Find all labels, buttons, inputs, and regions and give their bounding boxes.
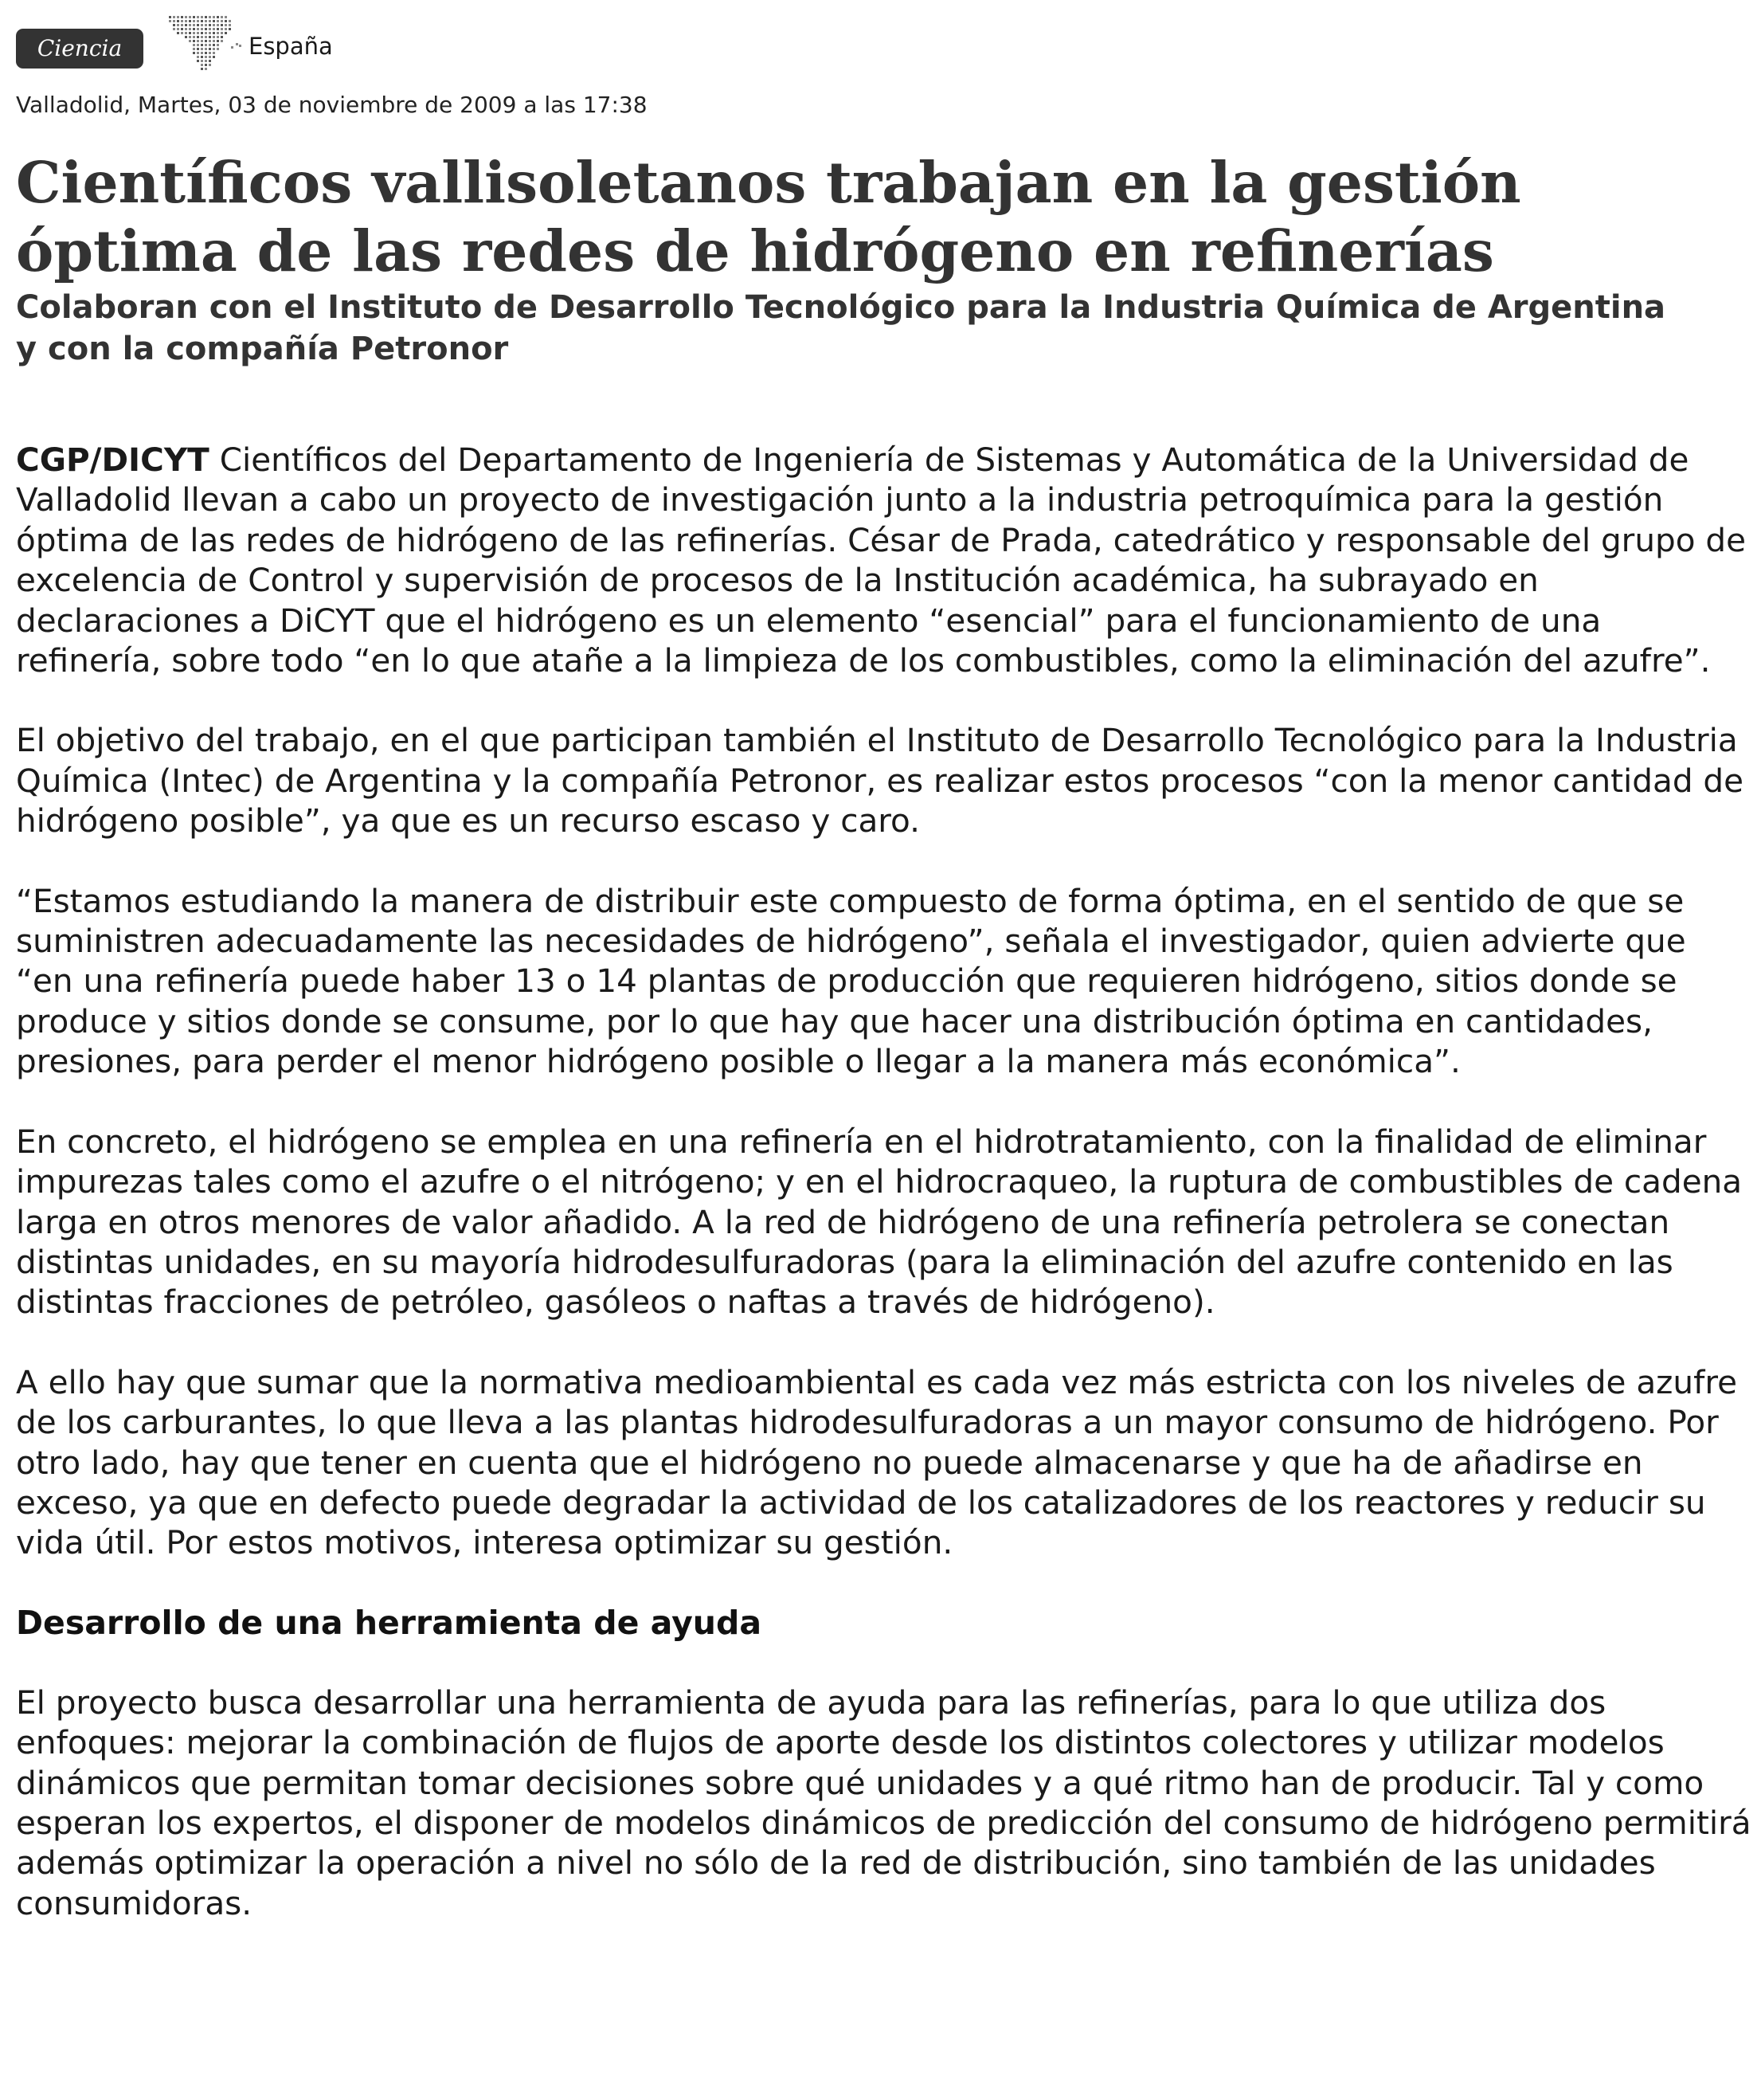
article-subtitle: Colaboran con el Instituto de Desarrollo Tecnológico para la Industria Química de Argentina y con la compañía Petronor — [16, 289, 1666, 367]
article-paragraph: A ello hay que sumar que la normativa medioambiental es cada vez más estricta con los niveles de azufre de los carburantes, lo que lleva a las plantas hidrodesulfuradoras a un mayor consumo de hidrógeno. Por otro lado, hay que tener en cuenta que el hidrógeno no puede almacenarse y que ha de añadirse en exceso, ya que en defecto puede degradar la actividad de los catalizadores de los reactores y reducir su vida útil. Por estos motivos, interesa optimizar su gestión. — [16, 1362, 1738, 1562]
article-paragraph: “Estamos estudiando la manera de distribuir este compuesto de forma óptima, en el sentido de que se suministren adecuadamente las necesidades de hidrógeno”, señala el investigador, quien advierte que “en una refinería puede haber 13 o 14 plantas de producción que requieren hidrógeno, sitios donde se produce y sitios donde se consume, por lo que hay que hacer una distribución óptima en cantidades, presiones, para perder el menor hidrógeno posible o llegar a la manera más económica”. — [16, 881, 1686, 1081]
article-paragraph — [16, 440, 1752, 680]
article-paragraph: El objetivo del trabajo, en el que participan también el Instituto de Desarrollo Tecnológico para la Industria Química (Intec) de Argentina y la compañía Petronor, es realizar estos procesos “con la menor cantidad de hidrógeno posible”, ya que es un recurso escaso y caro. — [16, 721, 1744, 840]
article-dateline: Valladolid, Martes, 03 de noviembre de 2009 a las 17:38 — [16, 92, 648, 118]
lead-source: CGP/DICYT — [16, 441, 209, 479]
article-body — [16, 440, 1752, 1963]
section-badge-ciencia[interactable]: Ciencia — [16, 29, 143, 69]
section-header — [16, 13, 733, 76]
spain-map-dot-icon — [166, 14, 245, 73]
article-paragraph: El proyecto busca desarrollar una herramienta de ayuda para las refinerías, para lo que utiliza dos enfoques: mejorar la combinación de flujos de aporte desde los distintos colectores y utilizar modelos dinámicos que permitan tomar decisiones sobre qué unidades y a qué ritmo han de producir. Tal y como esperan los expertos, el disponer de modelos dinámicos de predicción del consumo de hidrógeno permitirá además optimizar la operación a nivel no sólo de la red de distribución, sino también de las unidades consumidoras. — [16, 1683, 1751, 1922]
paragraph-text: Científicos del Departamento de Ingeniería de Sistemas y Automática de la Universidad de Valladolid llevan a cabo un proyecto de investigación junto a la industria petroquímica para la gestión óptima de las redes de hidrógeno de las refinerías. César de Prada, catedrático y responsable del grupo de excelencia de Control y supervisión de procesos de la Institución académica, ha subrayado en declaraciones a DiCYT que el hidrógeno es un elemento “esencial” para el funcionamiento de una refinería, sobre todo “en lo que atañe a la limpieza de los combustibles, como la eliminación del azufre”. — [16, 441, 1746, 680]
article-title: Científicos vallisoletanos trabajan en la gestión óptima de las redes de hidrógeno en refinerías — [16, 149, 1521, 284]
article-paragraph: En concreto, el hidrógeno se emplea en una refinería en el hidrotratamiento, con la finalidad de eliminar impurezas tales como el azufre o el nitrógeno; y en el hidrocraqueo, la ruptura de combustibles de cadena larga en otros menores de valor añadido. A la red de hidrógeno de una refinería petrolera se conectan distintas unidades, en su mayoría hidrodesulfuradoras (para la eliminación del azufre contenido en las distintas fracciones de petróleo, gasóleos o naftas a través de hidrógeno). — [16, 1122, 1743, 1322]
region-label-espana[interactable]: España — [248, 33, 333, 60]
section-heading: Desarrollo de una herramienta de ayuda — [16, 1603, 761, 1642]
